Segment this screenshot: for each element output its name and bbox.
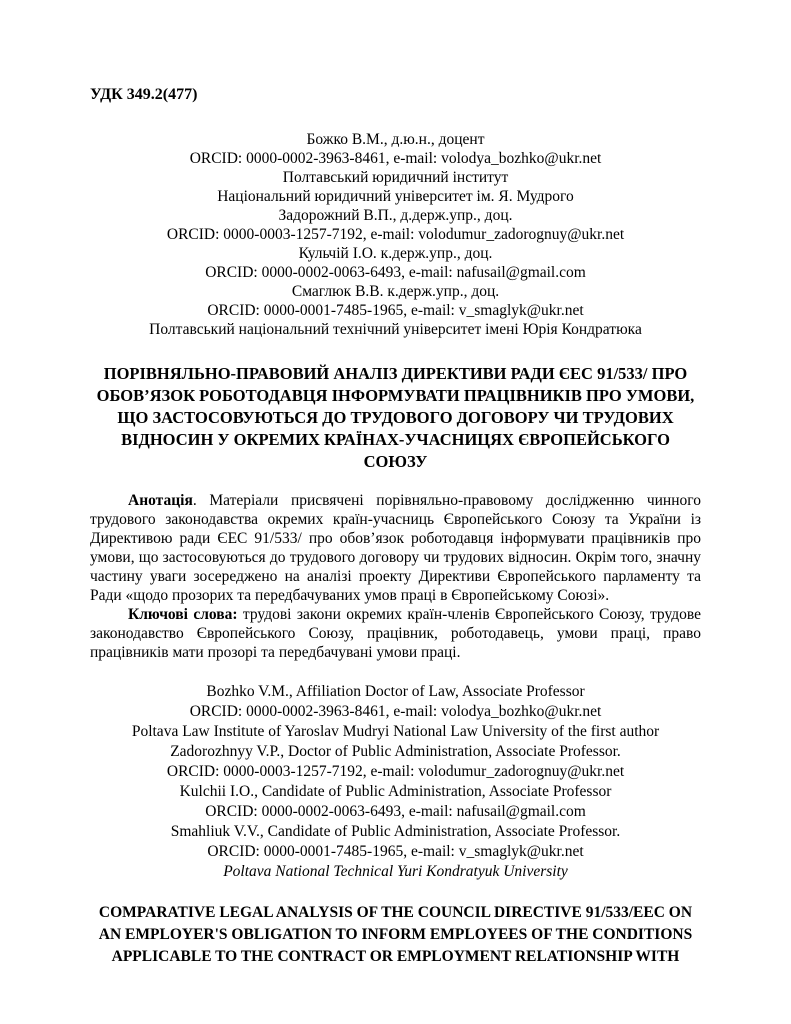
author-orcid-line-ua: ORCID: 0000-0001-7485-1965, e-mail: v_smaglyk@ukr.net — [207, 302, 584, 319]
abstract-text: . Матеріали присвячені порівняльно-правовому дослідженню чинного трудового законодавства окремих країн-учасниць Європейського Союзу та України із Директивою ради ЄЕС 91/533/ про обов’язок роботодавця інформувати працівників про умови, що застосовуються до трудового договору чи трудових відносин. Окрім того, значну частину уваги зосереджено на аналізі проекту Директиви Європейського парламенту та Ради «щодо прозорих та передбачуваних умов праці в Європейському Союзі». — [90, 492, 701, 604]
affiliation-line-ua: Полтавський юридичний інститут — [282, 169, 509, 186]
author-orcid-line-en: ORCID: 0000-0003-1257-7192, e-mail: volodumur_zadorognuy@ukr.net — [166, 763, 625, 780]
affiliation-line-en: Poltava Law Institute of Yaroslav Mudryi National Law University of the first author — [131, 723, 660, 740]
paper-title-en: COMPARATIVE LEGAL ANALYSIS OF THE COUNCIL DIRECTIVE 91/533/EEC ON AN EMPLOYER'S OBLIGATION TO INFORM EMPLOYEES OF THE CONDITIONS APPLICABLE TO THE CONTRACT OR EMPLOYMENT RELATIONSHIP WITH — [98, 904, 693, 965]
author-line-en: Smahliuk V.V., Candidate of Public Administration, Associate Professor. — [170, 823, 621, 840]
abstract-label: Анотація — [128, 492, 193, 509]
authors-ua-block — [90, 130, 701, 339]
abstract-paragraph — [90, 491, 701, 605]
keywords-paragraph — [90, 605, 701, 662]
keywords-label: Ключові слова: — [128, 606, 238, 623]
author-line-en: Bozhko V.M., Affiliation Doctor of Law, Associate Professor — [206, 683, 585, 700]
author-orcid-line-ua: ORCID: 0000-0003-1257-7192, e-mail: volodumur_zadorognuy@ukr.net — [166, 226, 625, 243]
udc-code: УДК 349.2(477) — [90, 86, 198, 103]
authors-en-block — [90, 682, 701, 882]
affiliation-line-ua: Національний юридичний університет ім. Я. Мудрого — [217, 188, 574, 205]
author-line-ua: Кульчій І.О. к.держ.упр., доц. — [298, 245, 493, 262]
author-line-ua: Божко В.М., д.ю.н., доцент — [306, 131, 485, 148]
author-line-ua: Смаглюк В.В. к.держ.упр., доц. — [291, 283, 500, 300]
author-orcid-line-ua: ORCID: 0000-0002-3963-8461, e-mail: volodya_bozhko@ukr.net — [189, 150, 602, 167]
author-orcid-line-en: ORCID: 0000-0001-7485-1965, e-mail: v_smaglyk@ukr.net — [207, 843, 584, 860]
author-orcid-line-en: ORCID: 0000-0002-3963-8461, e-mail: volodya_bozhko@ukr.net — [189, 703, 602, 720]
author-line-en: Zadorozhnyy V.P., Doctor of Public Administration, Associate Professor. — [170, 743, 621, 760]
author-line-ua: Задорожний В.П., д.держ.упр., доц. — [278, 207, 513, 224]
keywords-text: трудові закони окремих країн-членів Європейського Союзу, трудове законодавство Європейського Союзу, працівник, роботодавець, умови праці, право працівників мати прозорі та передбачувані умови праці. — [90, 606, 701, 661]
affiliation-line-en-italic: Poltava National Technical Yuri Kondratyuk University — [223, 863, 568, 880]
author-orcid-line-en: ORCID: 0000-0002-0063-6493, e-mail: nafusail@gmail.com — [205, 803, 586, 820]
paper-title-ua: ПОРІВНЯЛЬНО-ПРАВОВИЙ АНАЛІЗ ДИРЕКТИВИ РАДИ ЄЕС 91/533/ ПРО ОБОВ’ЯЗОК РОБОТОДАВЦЯ ІНФОРМУВАТИ ПРАЦІВНИКІВ ПРО УМОВИ, ЩО ЗАСТОСОВУЮТЬСЯ ДО ТРУДОВОГО ДОГОВОРУ ЧИ ТРУДОВИХ ВІДНОСИН У ОКРЕМИХ КРАЇНАХ-УЧАСНИЦЯХ ЄВРОПЕЙСЬКОГО СОЮЗУ — [96, 364, 695, 471]
affiliation-line-ua: Полтавський національний технічний університет імені Юрія Кондратюка — [149, 321, 642, 338]
author-orcid-line-ua: ORCID: 0000-0002-0063-6493, e-mail: nafusail@gmail.com — [205, 264, 586, 281]
author-line-en: Kulchii I.O., Candidate of Public Administration, Associate Professor — [179, 783, 612, 800]
